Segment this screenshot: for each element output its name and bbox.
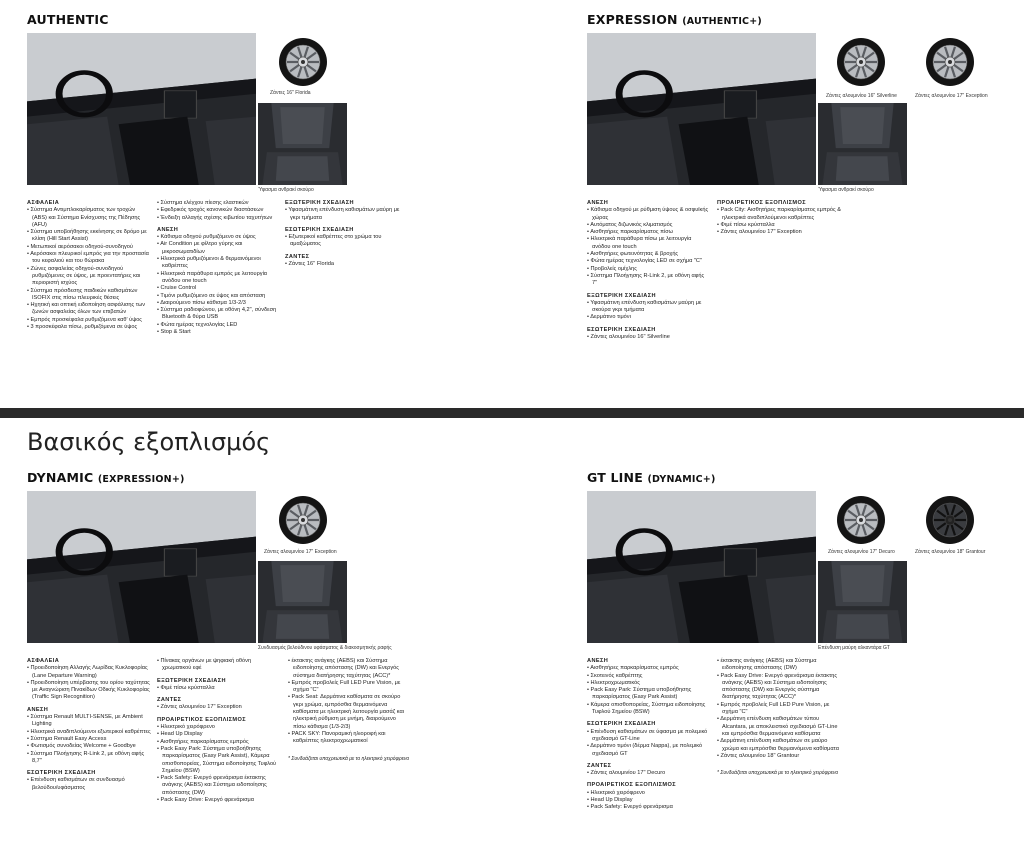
feature-item: • Δερμάτινη επένδυση καθισμάτων τύπου Alcantara, με αποκλειστικό σχεδιασμό GT-Line και εμπρόσθια θερμαινόμενα καθίσματα [717, 716, 841, 738]
feature-list [587, 300, 709, 322]
feature-item: • Σύστημα Πλοήγησης R-Link 2, με οθόνη αφής 8,7" [27, 751, 151, 766]
feature-item: • Προειδοποίηση υπέρβασης του ορίου ταχύτητας με Αναγνώριση Πινακίδων Οδικής Κυκλοφορίας (Traffic Sign Recognition) [27, 680, 151, 702]
feature-list [27, 665, 151, 701]
feature-item: • Υφασμάτινη επένδυση καθισμάτων μαύρη με γκρι τμήματα [285, 207, 409, 222]
feature-item: • Ηλεκτρικά παράθυρα πίσω με λειτουργία ανόδου one touch [587, 236, 709, 251]
feature-item: • Stop & Start [157, 329, 281, 336]
spec-column [285, 200, 409, 268]
feature-item: • Δερμάτινη επένδυση καθισμάτων σε μαύρο χρώμα και εμπρόσθια θερμαινόμενα καθίσματα [717, 738, 841, 753]
feature-item: • Αυτόματος διζωνικός κλιματισμός [587, 222, 709, 229]
section-heading: ΕΣΩΤΕΡΙΚΗ ΣΧΕΔΙΑΣΗ [587, 721, 656, 728]
feature-item: • Φιμέ πίσω κρύσταλλα [717, 222, 841, 229]
feature-list [157, 200, 281, 222]
wheel-icon [836, 37, 886, 87]
feature-item: • Μετωπικοί αερόσακοι οδηγού-συνοδηγού [27, 244, 151, 251]
feature-item: • Κάθισμα οδηγού ρυθμιζόμενο σε ύψος [157, 234, 281, 241]
spec-column [717, 658, 841, 777]
seat-photo-dynamic [258, 561, 347, 643]
page-divider [0, 408, 1024, 418]
feature-item: • Υφασμάτινη επένδυση καθισμάτων μαύρη με σκούρα γκρι τμήματα [587, 300, 709, 315]
trim-title-authentic: AUTHENTIC [27, 12, 109, 27]
feature-item: • Ένδειξη αλλαγής σχέσης κιβωτίου ταχυτήτων [157, 215, 281, 222]
feature-item: • Ηλεκτρικό χειρόφρενο [157, 724, 281, 731]
interior-photo-dynamic [27, 491, 256, 643]
wheel-caption: Ζάντες αλουμινίου 17'' Decuro [828, 549, 895, 555]
feature-list [157, 685, 281, 692]
footnote: * Συνδυάζεται υποχρεωτικά με το ηλεκτρικό χειρόφρενο [288, 755, 410, 762]
feature-list [288, 658, 410, 746]
feature-item: • Τιμόνι ρυθμιζόμενο σε ύψος και απόσταση [157, 293, 281, 300]
wheel-icon [836, 495, 886, 545]
interior-photo-gtline [587, 491, 816, 643]
feature-item: • Επένδυση καθισμάτων σε συνδυασμό βελούδου/υφάσματος [27, 777, 151, 792]
feature-item: • Ζάντες αλουμινίου 17'' Exception [157, 704, 281, 711]
feature-item: • Δερμάτινο τιμόνι [587, 314, 709, 321]
feature-item: • Εμπρός προσκέφαλα ρυθμιζόμενα καθ' ύψος [27, 317, 151, 324]
feature-list [587, 790, 709, 812]
feature-item: • Σύστημα Αντιμπλοκαρίσματος των τροχών (ABS) και Σύστημα Ενίσχυσης της Πέδησης (AFU) [27, 207, 151, 229]
section-heading: ΑΝΕΣΗ [27, 706, 49, 713]
section-heading: ΑΝΕΣΗ [587, 200, 609, 206]
section-heading: ΑΝΕΣΗ [587, 658, 609, 664]
wheel-icon [278, 495, 328, 545]
wheel-icon [925, 37, 975, 87]
feature-item: • Σύστημα ραδιοφώνου, με οθόνη 4,2", σύνδεση Bluetooth & θύρα USB [157, 307, 281, 322]
feature-item: • Εφεδρικός τροχός κανονικών διαστάσεων [157, 207, 281, 214]
trim-title-dynamic: DYNAMIC (EXPRESSION+) [27, 470, 185, 485]
feature-list [157, 724, 281, 804]
spec-column [288, 658, 410, 762]
feature-item: • Προβολείς ομίχλης [587, 266, 709, 273]
interior-photo-expression [587, 33, 816, 185]
feature-item: • Pack Easy Drive: Ενεργό φρενάρισμα [157, 797, 281, 804]
section-heading: ΑΣΦΑΛΕΙΑ [27, 658, 60, 664]
section-heading: ΕΞΩΤΕΡΙΚΗ ΣΧΕΔΙΑΣΗ [587, 292, 656, 299]
feature-item: • Ζάντες 16'' Florida [285, 261, 409, 268]
feature-item: • Εμπρός προβολείς Full LED Pure Vision, με σχήμα "C" [288, 680, 410, 695]
feature-item: • Ηλεκτρικά ρυθμιζόμενοι & θερμαινόμενοι καθρέπτες [157, 256, 281, 271]
section-heading: ΠΡΟΑΙΡΕΤΙΚΟΣ ΕΞΟΠΛΙΣΜΟΣ [157, 716, 246, 723]
wheel-caption: Ζάντες αλουμινίου 16'' Silverline [826, 93, 897, 99]
feature-item: • Ζώνες ασφαλείας οδηγού-συνοδηγού ρυθμιζόμενες σε ύψος, με προεντατήρες και περιοριστή ισχύος [27, 266, 151, 288]
feature-list [587, 207, 709, 287]
feature-item: • Κάμερα οπισθοπορείας, Σύστημα ειδοποίησης Τυφλού Σημείου (BSW) [587, 702, 709, 717]
feature-item: • Σύστημα ελέγχου πίεσης ελαστικών [157, 200, 281, 207]
feature-item: • Pack Seat: Δερμάτινα καθίσματα σε σκούρο γκρι χρώμα, εμπρόσθια θερμαινόμενα καθίσματα με ηλεκτρική λειτουργία μασάζ και ηλεκτρική ρύθμιση με μνήμη, διαιρούμενο πίσω κάθισμα (1/3-2/3) [288, 694, 410, 730]
feature-item: • Ηλεκτροχρωματικός [587, 680, 709, 687]
feature-item: • Δερμάτινο τιμόνι (δέρμα Nappa), με πολεμικό σχεδιασμό GT [587, 743, 709, 758]
interior-photo-authentic [27, 33, 256, 185]
section-heading: ΖΑΝΤΕΣ [285, 253, 310, 260]
feature-item: • Ηλεκτρικό χειρόφρενο [587, 790, 709, 797]
section-heading: ΕΞΩΤΕΡΙΚΗ ΣΧΕΔΙΑΣΗ [285, 200, 354, 206]
wheel-caption: Ζάντες 16'' Florida [270, 90, 311, 96]
feature-item: • Κάθισμα οδηγού με ρύθμιση ύψους & οσφυϊκής χώρας [587, 207, 709, 222]
feature-item: • Εμπρός προβολείς Full LED Pure Vision, με σχήμα "C" [717, 702, 841, 717]
feature-item: • Φιμέ πίσω κρύσταλλα [157, 685, 281, 692]
section-heading: ΠΡΟΑΙΡΕΤΙΚΟΣ ΕΞΟΠΛΙΣΜΟΣ [717, 200, 806, 206]
section-heading: ΑΝΕΣΗ [157, 226, 179, 233]
section-heading: ΕΣΩΤΕΡΙΚΗ ΣΧΕΔΙΑΣΗ [27, 770, 96, 777]
feature-list [587, 334, 709, 341]
feature-list [285, 207, 409, 222]
section-heading: ΖΑΝΤΕΣ [157, 697, 182, 704]
section-heading: ΑΣΦΑΛΕΙΑ [27, 200, 60, 206]
feature-item: • PACK SKY: Πανοραμική ηλιοροφή και καθρέπτες ηλεκτροχρωματικοί [288, 731, 410, 746]
seat-photo-gtline [818, 561, 907, 643]
feature-item: • Σκοτεινός καθρέπτης [587, 673, 709, 680]
spec-column [27, 658, 151, 792]
feature-list [157, 658, 281, 673]
wheel-caption: Ζάντες αλουμινίου 17'' Exception [264, 549, 337, 555]
feature-list [27, 714, 151, 765]
feature-list [587, 729, 709, 758]
feature-item: • Αισθητήρες παρκαρίσματος εμπρός [587, 665, 709, 672]
feature-item: • Ηλεκτρικά αναδιπλούμενοι εξωτερικοί καθρέπτες [27, 729, 151, 736]
feature-item: • Head Up Display [587, 797, 709, 804]
feature-item: • Αισθητήρες φωτεινότητας & βροχής [587, 251, 709, 258]
seat-caption: Ύφασμα ανθρακί σκούρο [818, 187, 874, 193]
trim-title-expression: EXPRESSION (AUTHENTIC+) [587, 12, 762, 27]
feature-list [717, 658, 841, 760]
feature-item: • Ηχητική και οπτική ειδοποίηση ασφάλισης των ζωνών ασφαλείας όλων των επιβατών [27, 302, 151, 317]
spec-column [157, 658, 281, 804]
feature-list [157, 234, 281, 336]
feature-item: • Ζάντες αλουμινίου 17'' Exception [717, 229, 841, 236]
feature-item: • Διαιρούμενο πίσω κάθισμα 1/3-2/3 [157, 300, 281, 307]
wheel-icon [278, 37, 328, 87]
feature-list [27, 207, 151, 331]
trim-title-gtline: GT LINE (DYNAMIC+) [587, 470, 716, 485]
feature-item: • Cruise Control [157, 285, 281, 292]
feature-item: • Pack Easy Park: Σύστημα υποβοήθησης παρκαρίσματος (Easy Park Assist) [587, 687, 709, 702]
seat-caption: Συνδυασμός βελούδινου υφάσματος & διακοσμητικής ραφής [258, 645, 392, 651]
feature-item: • Εξωτερικοί καθρέπτες στο χρώμα του αμαξώματος [285, 234, 409, 249]
feature-item: • Head Up Display [157, 731, 281, 738]
footnote: * Συνδυάζεται υποχρεωτικά με το ηλεκτρικό χειρόφρενο [717, 770, 839, 777]
section-heading: ΕΣΩΤΕΡΙΚΗ ΣΧΕΔΙΑΣΗ [285, 226, 354, 233]
spec-column [27, 200, 151, 331]
feature-list [285, 261, 409, 268]
feature-item: • Πίνακας οργάνων με ψηφιακή οθόνη χρωματικού εφέ [157, 658, 281, 673]
wheel-caption: Ζάντες αλουμινίου 17'' Exception [915, 93, 988, 99]
spec-column [717, 200, 841, 236]
feature-item: • Pack City: Αισθητήρες παρκαρίσματος εμπρός & ηλεκτρικά αναδιπλούμενοι καθρέπτες [717, 207, 841, 222]
feature-item: • Σύστημα υποβοήθησης εκκίνησης σε δρόμο με κλίση (Hill Start Assist) [27, 229, 151, 244]
feature-item: • Αερόσακοι πλευρικοί εμπρός για την προστασία του κεφαλιού και του θώρακα [27, 251, 151, 266]
wheel-icon [925, 495, 975, 545]
seat-photo-authentic [258, 103, 347, 185]
feature-item: • 3 προσκέφαλα πίσω, ρυθμιζόμενα σε ύψος [27, 324, 151, 331]
feature-list [27, 777, 151, 792]
feature-item: • Air Condition με φίλτρο γύρης και μικροσωματιδίων [157, 241, 281, 256]
seat-caption: Ύφασμα ανθρακί σκούρο [258, 187, 314, 193]
feature-item: • Αισθητήρες παρκαρίσματος εμπρός [157, 739, 281, 746]
page-title: Βασικός εξοπλισμός [27, 428, 271, 456]
feature-list [587, 770, 709, 777]
section-heading: ΕΞΩΤΕΡΙΚΗ ΣΧΕΔΙΑΣΗ [157, 677, 226, 684]
seat-photo-expression [818, 103, 907, 185]
feature-item: • Αισθητήρες παρκαρίσματος πίσω [587, 229, 709, 236]
feature-list [157, 704, 281, 711]
seat-caption: Επένδυση μαύρη αλκαντάρα GT [818, 645, 890, 651]
feature-item: • έκτακτης ανάγκης (AEBS) και Σύστημα ειδοποίησης απόστασης (DW) και Ενεργός σύστημα διατήρησης ταχύτητας (ACC)* [288, 658, 410, 680]
feature-item: • Σύστημα Renault Easy Access [27, 736, 151, 743]
feature-item: • Επένδυση καθισμάτων σε ύφασμα με πολεμικό σχεδιασμό GT-Line [587, 729, 709, 744]
feature-item: • Ζάντες αλουμινίου 18'' Grantour [717, 753, 841, 760]
section-heading: ΖΑΝΤΕΣ [587, 762, 612, 769]
feature-item: • Pack Safety: Ενεργό φρενάρισμα [587, 804, 709, 811]
feature-item: • Φώτα ημέρας τεχνολογίας LED [157, 322, 281, 329]
section-heading: ΠΡΟΑΙΡΕΤΙΚΟΣ ΕΞΟΠΛΙΣΜΟΣ [587, 782, 676, 789]
feature-item: • Pack Easy Drive: Ενεργό φρενάρισμα έκτακτης ανάγκης (AEBS) και Σύστημα ειδοποίησης απόστασης (DW) και Ενεργός σύστημα διατήρησης ταχύτητας (ACC)* [717, 673, 841, 702]
feature-item: • Pack Safety: Ενεργό φρενάρισμα έκτακτης ανάγκης (AEBS) και Σύστημα ειδοποίησης απόστασης (DW) [157, 775, 281, 797]
spec-column [587, 200, 709, 341]
feature-item: • Φωτισμός συνοδείας Welcome + Goodbye [27, 743, 151, 750]
feature-item: • Φώτα ημέρας τεχνολογίας LED σε σχήμα "C" [587, 258, 709, 265]
feature-list [285, 234, 409, 249]
feature-item: • Προειδοποίηση Αλλαγής Λωρίδας Κυκλοφορίας (Lane Departure Warning) [27, 665, 151, 680]
section-heading: ΕΣΩΤΕΡΙΚΗ ΣΧΕΔΙΑΣΗ [587, 326, 656, 333]
feature-item: • Σύστημα πρόσδεσης παιδικών καθισμάτων ISOFIX στις πίσω πλευρικές θέσεις [27, 288, 151, 303]
feature-item: • Ζάντες αλουμινίου 17'' Decuro [587, 770, 709, 777]
feature-item: • Pack Easy Park: Σύστημα υποβοήθησης παρκαρίσματος (Easy Park Assist), Κάμερα οπισθοπορείας, Σύστημα ειδοποίησης Τυφλού Σημείου (BSW) [157, 746, 281, 775]
feature-item: • Ζάντες αλουμινίου 16'' Silverline [587, 334, 709, 341]
spec-column [157, 200, 281, 336]
wheel-caption: Ζάντες αλουμινίου 18'' Grantour [915, 549, 986, 555]
feature-item: • Σύστημα Πλοήγησης R-Link 2, με οθόνη αφής 7" [587, 273, 709, 288]
feature-item: • έκτακτης ανάγκης (AEBS) και Σύστημα ειδοποίησης απόστασης (DW) [717, 658, 841, 673]
feature-item: • Ηλεκτρικά παράθυρα εμπρός με λειτουργία ανόδου one touch [157, 271, 281, 286]
feature-list [717, 207, 841, 236]
feature-item: • Σύστημα Renault MULTI-SENSE, με Ambient Lighting [27, 714, 151, 729]
feature-list [587, 665, 709, 716]
spec-column [587, 658, 709, 812]
